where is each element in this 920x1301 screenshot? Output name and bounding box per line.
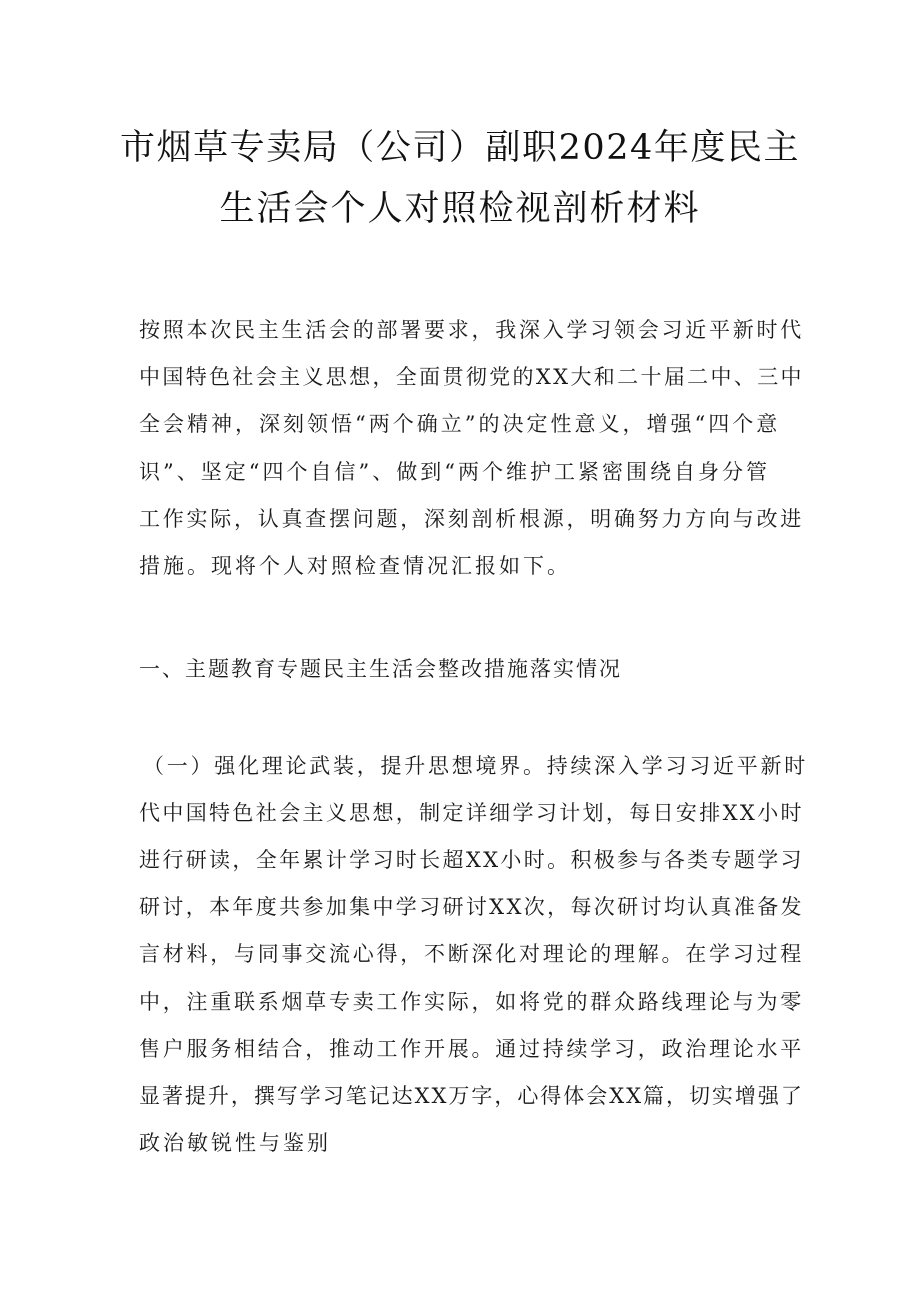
body-line-9: 政治敏锐性与鉴别 <box>139 1131 331 1155</box>
section-heading: 一、主题教育专题民主生活会整改措施落实情况 <box>139 657 622 681</box>
intro-line-2: 中国特色社会主义思想，全面贯彻党的XX大和二十届二中、三中 <box>139 365 804 389</box>
intro-line-1: 按照本次民主生活会的部署要求，我深入学习领会习近平新时代 <box>139 318 804 342</box>
intro-line-5: 工作实际，认真查摆问题，深刻剖析根源，明确努力方向与改进 <box>139 507 804 531</box>
intro-line-6: 措施。现将个人对照检查情况汇报如下。 <box>139 554 571 578</box>
body-line-5: 言材料，与同事交流心得，不断深化对理论的理解。在学习过程 <box>139 942 804 966</box>
body-line-6: 中，注重联系烟草专卖工作实际，如将党的群众路线理论与为零 <box>139 990 804 1014</box>
document-title-line-1: 市烟草专卖局（公司）副职2024年度民主 <box>120 128 801 168</box>
body-line-3: 进行研读，全年累计学习时长超XX小时。积极参与各类专题学习 <box>139 848 804 872</box>
intro-line-4: 识”、坚定“四个自信”、做到“两个维护工紧密围绕自身分管 <box>139 460 770 484</box>
intro-line-3: 全会精神，深刻领悟“两个确立”的决定性意义，增强“四个意 <box>139 412 781 436</box>
body-line-4: 研讨，本年度共参加集中学习研讨XX次，每次研讨均认真准备发 <box>139 895 804 919</box>
body-line-8: 显著提升，撰写学习笔记达XX万字，心得体会XX篇，切实增强了 <box>139 1084 804 1108</box>
document-title-line-2: 生活会个人对照检视剖析材料 <box>219 189 701 229</box>
body-line-7: 售户服务相结合，推动工作开展。通过持续学习，政治理论水平 <box>139 1037 804 1061</box>
body-line-2: 代中国特色社会主义思想，制定详细学习计划，每日安排XX小时 <box>139 801 804 825</box>
body-line-1: （一）强化理论武装，提升思想境界。持续深入学习习近平新时 <box>143 754 808 778</box>
